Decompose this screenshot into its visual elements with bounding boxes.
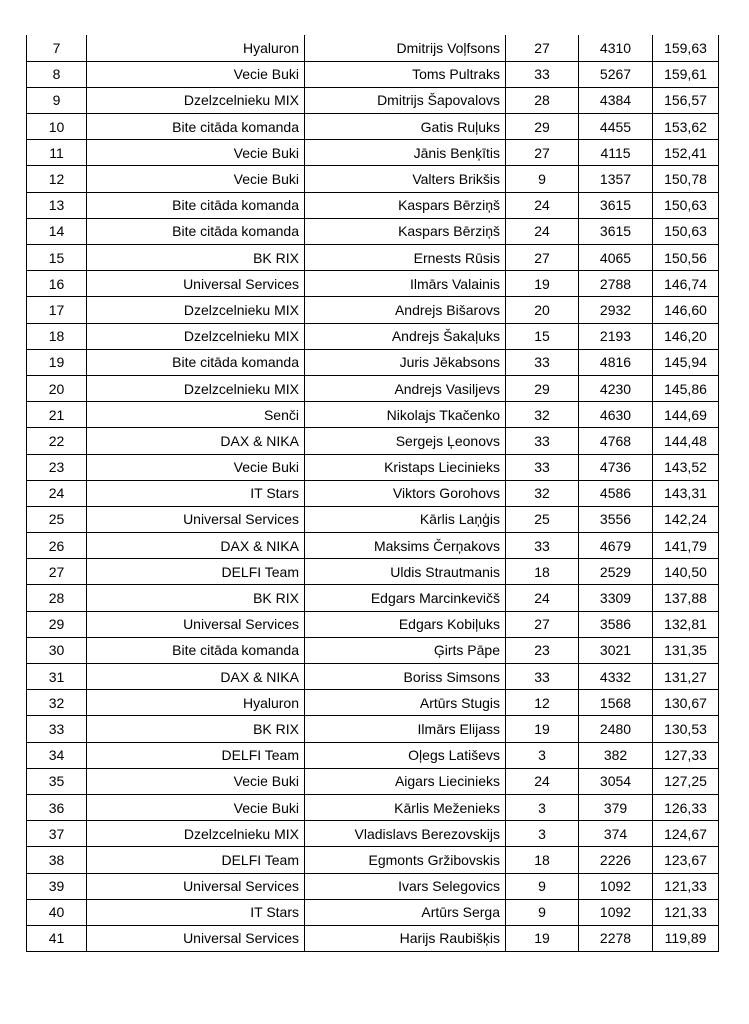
player-cell: Andrejs Šakaļuks bbox=[305, 323, 506, 349]
team-cell: DELFI Team bbox=[87, 742, 305, 768]
rank-cell: 10 bbox=[27, 114, 87, 140]
pins-cell: 2193 bbox=[579, 323, 653, 349]
team-cell: DELFI Team bbox=[87, 847, 305, 873]
average-cell: 144,48 bbox=[653, 428, 719, 454]
rank-cell: 31 bbox=[27, 664, 87, 690]
games-cell: 23 bbox=[506, 637, 579, 663]
table-row bbox=[27, 480, 719, 506]
table-row bbox=[27, 271, 719, 297]
average-cell: 156,57 bbox=[653, 87, 719, 113]
rank-cell: 16 bbox=[27, 271, 87, 297]
average-cell: 140,50 bbox=[653, 559, 719, 585]
team-cell: BK RIX bbox=[87, 245, 305, 271]
games-cell: 33 bbox=[506, 454, 579, 480]
average-cell: 137,88 bbox=[653, 585, 719, 611]
games-cell: 27 bbox=[506, 245, 579, 271]
table-row bbox=[27, 716, 719, 742]
table-row bbox=[27, 323, 719, 349]
player-cell: Edgars Marcinkevičš bbox=[305, 585, 506, 611]
rank-cell: 40 bbox=[27, 899, 87, 925]
pins-cell: 1092 bbox=[579, 873, 653, 899]
games-cell: 33 bbox=[506, 349, 579, 375]
team-cell: Dzelzcelnieku MIX bbox=[87, 297, 305, 323]
table-row bbox=[27, 899, 719, 925]
games-cell: 29 bbox=[506, 114, 579, 140]
team-cell: Vecie Buki bbox=[87, 140, 305, 166]
table-row bbox=[27, 742, 719, 768]
games-cell: 24 bbox=[506, 585, 579, 611]
games-cell: 32 bbox=[506, 480, 579, 506]
average-cell: 130,67 bbox=[653, 690, 719, 716]
games-cell: 19 bbox=[506, 925, 579, 951]
pins-cell: 4630 bbox=[579, 402, 653, 428]
table-row bbox=[27, 297, 719, 323]
table-row bbox=[27, 533, 719, 559]
player-cell: Andrejs Vasiljevs bbox=[305, 375, 506, 401]
pins-cell: 382 bbox=[579, 742, 653, 768]
table-row bbox=[27, 402, 719, 428]
team-cell: Vecie Buki bbox=[87, 166, 305, 192]
pins-cell: 3615 bbox=[579, 192, 653, 218]
pins-cell: 2529 bbox=[579, 559, 653, 585]
player-cell: Ivars Selegovics bbox=[305, 873, 506, 899]
games-cell: 27 bbox=[506, 611, 579, 637]
player-cell: Toms Pultraks bbox=[305, 61, 506, 87]
table-row bbox=[27, 559, 719, 585]
player-cell: Aigars Liecinieks bbox=[305, 768, 506, 794]
games-cell: 19 bbox=[506, 271, 579, 297]
player-cell: Kārlis Laņģis bbox=[305, 506, 506, 532]
standings-rows bbox=[27, 35, 719, 952]
games-cell: 24 bbox=[506, 768, 579, 794]
table-row bbox=[27, 611, 719, 637]
average-cell: 153,62 bbox=[653, 114, 719, 140]
player-cell: Juris Jēkabsons bbox=[305, 349, 506, 375]
player-cell: Ilmārs Valainis bbox=[305, 271, 506, 297]
player-cell: Jānis Benķītis bbox=[305, 140, 506, 166]
team-cell: Universal Services bbox=[87, 873, 305, 899]
pins-cell: 4310 bbox=[579, 35, 653, 61]
pins-cell: 4065 bbox=[579, 245, 653, 271]
average-cell: 150,56 bbox=[653, 245, 719, 271]
rank-cell: 34 bbox=[27, 742, 87, 768]
pins-cell: 3054 bbox=[579, 768, 653, 794]
games-cell: 24 bbox=[506, 192, 579, 218]
team-cell: Universal Services bbox=[87, 925, 305, 951]
games-cell: 9 bbox=[506, 166, 579, 192]
team-cell: Bite citāda komanda bbox=[87, 637, 305, 663]
player-cell: Sergejs Ļeonovs bbox=[305, 428, 506, 454]
pins-cell: 4736 bbox=[579, 454, 653, 480]
pins-cell: 379 bbox=[579, 794, 653, 820]
table-row bbox=[27, 114, 719, 140]
table-row bbox=[27, 140, 719, 166]
table-row bbox=[27, 873, 719, 899]
team-cell: DAX & NIKA bbox=[87, 533, 305, 559]
team-cell: Dzelzcelnieku MIX bbox=[87, 375, 305, 401]
rank-cell: 7 bbox=[27, 35, 87, 61]
pins-cell: 1568 bbox=[579, 690, 653, 716]
team-cell: Bite citāda komanda bbox=[87, 192, 305, 218]
rank-cell: 8 bbox=[27, 61, 87, 87]
pins-cell: 3615 bbox=[579, 218, 653, 244]
games-cell: 24 bbox=[506, 218, 579, 244]
average-cell: 143,31 bbox=[653, 480, 719, 506]
pins-cell: 2932 bbox=[579, 297, 653, 323]
pins-cell: 4768 bbox=[579, 428, 653, 454]
average-cell: 145,86 bbox=[653, 375, 719, 401]
player-cell: Boriss Simsons bbox=[305, 664, 506, 690]
table-row bbox=[27, 821, 719, 847]
table-row bbox=[27, 428, 719, 454]
player-cell: Maksims Čerņakovs bbox=[305, 533, 506, 559]
player-cell: Gatis Ruļuks bbox=[305, 114, 506, 140]
rank-cell: 26 bbox=[27, 533, 87, 559]
rank-cell: 17 bbox=[27, 297, 87, 323]
pins-cell: 3586 bbox=[579, 611, 653, 637]
games-cell: 9 bbox=[506, 873, 579, 899]
games-cell: 25 bbox=[506, 506, 579, 532]
average-cell: 143,52 bbox=[653, 454, 719, 480]
rank-cell: 20 bbox=[27, 375, 87, 401]
table-row bbox=[27, 506, 719, 532]
table-row bbox=[27, 664, 719, 690]
average-cell: 126,33 bbox=[653, 794, 719, 820]
table-row bbox=[27, 349, 719, 375]
pins-cell: 3309 bbox=[579, 585, 653, 611]
rank-cell: 18 bbox=[27, 323, 87, 349]
average-cell: 150,63 bbox=[653, 192, 719, 218]
team-cell: BK RIX bbox=[87, 585, 305, 611]
standings-sheet bbox=[26, 35, 718, 952]
table-row bbox=[27, 218, 719, 244]
rank-cell: 9 bbox=[27, 87, 87, 113]
pins-cell: 4455 bbox=[579, 114, 653, 140]
pins-cell: 4384 bbox=[579, 87, 653, 113]
team-cell: DAX & NIKA bbox=[87, 664, 305, 690]
average-cell: 146,60 bbox=[653, 297, 719, 323]
average-cell: 132,81 bbox=[653, 611, 719, 637]
player-cell: Harijs Raubišķis bbox=[305, 925, 506, 951]
rank-cell: 36 bbox=[27, 794, 87, 820]
average-cell: 141,79 bbox=[653, 533, 719, 559]
player-cell: Valters Brikšis bbox=[305, 166, 506, 192]
team-cell: Vecie Buki bbox=[87, 454, 305, 480]
table-row bbox=[27, 87, 719, 113]
average-cell: 131,27 bbox=[653, 664, 719, 690]
player-cell: Kristaps Liecinieks bbox=[305, 454, 506, 480]
table-row bbox=[27, 61, 719, 87]
games-cell: 29 bbox=[506, 375, 579, 401]
average-cell: 121,33 bbox=[653, 873, 719, 899]
table-row bbox=[27, 192, 719, 218]
player-cell: Oļegs Latiševs bbox=[305, 742, 506, 768]
table-row bbox=[27, 637, 719, 663]
rank-cell: 13 bbox=[27, 192, 87, 218]
player-cell: Vladislavs Berezovskijs bbox=[305, 821, 506, 847]
team-cell: Bite citāda komanda bbox=[87, 114, 305, 140]
player-cell: Egmonts Gržibovskis bbox=[305, 847, 506, 873]
average-cell: 127,25 bbox=[653, 768, 719, 794]
pins-cell: 4115 bbox=[579, 140, 653, 166]
games-cell: 3 bbox=[506, 794, 579, 820]
team-cell: Dzelzcelnieku MIX bbox=[87, 87, 305, 113]
pins-cell: 4816 bbox=[579, 349, 653, 375]
games-cell: 12 bbox=[506, 690, 579, 716]
team-cell: IT Stars bbox=[87, 480, 305, 506]
team-cell: IT Stars bbox=[87, 899, 305, 925]
table-row bbox=[27, 585, 719, 611]
team-cell: Universal Services bbox=[87, 611, 305, 637]
player-cell: Andrejs Bišarovs bbox=[305, 297, 506, 323]
average-cell: 152,41 bbox=[653, 140, 719, 166]
average-cell: 124,67 bbox=[653, 821, 719, 847]
player-cell: Ernests Rūsis bbox=[305, 245, 506, 271]
table-row bbox=[27, 768, 719, 794]
rank-cell: 28 bbox=[27, 585, 87, 611]
team-cell: Hyaluron bbox=[87, 690, 305, 716]
average-cell: 142,24 bbox=[653, 506, 719, 532]
pins-cell: 2278 bbox=[579, 925, 653, 951]
games-cell: 20 bbox=[506, 297, 579, 323]
player-cell: Dmitrijs Šapovalovs bbox=[305, 87, 506, 113]
team-cell: Universal Services bbox=[87, 271, 305, 297]
games-cell: 33 bbox=[506, 428, 579, 454]
player-cell: Dmitrijs Voļfsons bbox=[305, 35, 506, 61]
team-cell: Universal Services bbox=[87, 506, 305, 532]
rank-cell: 41 bbox=[27, 925, 87, 951]
table-row bbox=[27, 690, 719, 716]
table-row bbox=[27, 375, 719, 401]
player-cell: Uldis Strautmanis bbox=[305, 559, 506, 585]
average-cell: 146,20 bbox=[653, 323, 719, 349]
games-cell: 3 bbox=[506, 742, 579, 768]
games-cell: 19 bbox=[506, 716, 579, 742]
rank-cell: 14 bbox=[27, 218, 87, 244]
games-cell: 15 bbox=[506, 323, 579, 349]
table-row bbox=[27, 925, 719, 951]
table-row bbox=[27, 847, 719, 873]
rank-cell: 23 bbox=[27, 454, 87, 480]
team-cell: Dzelzcelnieku MIX bbox=[87, 323, 305, 349]
table-row bbox=[27, 794, 719, 820]
team-cell: Senči bbox=[87, 402, 305, 428]
average-cell: 150,63 bbox=[653, 218, 719, 244]
rank-cell: 30 bbox=[27, 637, 87, 663]
games-cell: 32 bbox=[506, 402, 579, 428]
player-cell: Viktors Gorohovs bbox=[305, 480, 506, 506]
player-cell: Nikolajs Tkačenko bbox=[305, 402, 506, 428]
pins-cell: 1092 bbox=[579, 899, 653, 925]
pins-cell: 4230 bbox=[579, 375, 653, 401]
average-cell: 131,35 bbox=[653, 637, 719, 663]
team-cell: DAX & NIKA bbox=[87, 428, 305, 454]
pins-cell: 2788 bbox=[579, 271, 653, 297]
rank-cell: 24 bbox=[27, 480, 87, 506]
team-cell: Vecie Buki bbox=[87, 61, 305, 87]
average-cell: 159,63 bbox=[653, 35, 719, 61]
pins-cell: 2226 bbox=[579, 847, 653, 873]
player-cell: Edgars Kobiļuks bbox=[305, 611, 506, 637]
team-cell: Bite citāda komanda bbox=[87, 218, 305, 244]
rank-cell: 32 bbox=[27, 690, 87, 716]
games-cell: 18 bbox=[506, 847, 579, 873]
pins-cell: 4679 bbox=[579, 533, 653, 559]
rank-cell: 37 bbox=[27, 821, 87, 847]
rank-cell: 12 bbox=[27, 166, 87, 192]
player-cell: Artūrs Serga bbox=[305, 899, 506, 925]
rank-cell: 19 bbox=[27, 349, 87, 375]
team-cell: Hyaluron bbox=[87, 35, 305, 61]
rank-cell: 39 bbox=[27, 873, 87, 899]
pins-cell: 374 bbox=[579, 821, 653, 847]
rank-cell: 38 bbox=[27, 847, 87, 873]
player-cell: Kārlis Meženieks bbox=[305, 794, 506, 820]
standings-table bbox=[26, 35, 719, 952]
games-cell: 18 bbox=[506, 559, 579, 585]
pins-cell: 4332 bbox=[579, 664, 653, 690]
player-cell: Kaspars Bērziņš bbox=[305, 192, 506, 218]
rank-cell: 22 bbox=[27, 428, 87, 454]
games-cell: 33 bbox=[506, 533, 579, 559]
table-row bbox=[27, 454, 719, 480]
games-cell: 27 bbox=[506, 35, 579, 61]
player-cell: Ilmārs Elijass bbox=[305, 716, 506, 742]
games-cell: 9 bbox=[506, 899, 579, 925]
player-cell: Artūrs Stugis bbox=[305, 690, 506, 716]
rank-cell: 25 bbox=[27, 506, 87, 532]
team-cell: Bite citāda komanda bbox=[87, 349, 305, 375]
team-cell: DELFI Team bbox=[87, 559, 305, 585]
average-cell: 144,69 bbox=[653, 402, 719, 428]
table-row bbox=[27, 245, 719, 271]
rank-cell: 21 bbox=[27, 402, 87, 428]
rank-cell: 35 bbox=[27, 768, 87, 794]
average-cell: 145,94 bbox=[653, 349, 719, 375]
games-cell: 27 bbox=[506, 140, 579, 166]
pins-cell: 5267 bbox=[579, 61, 653, 87]
player-cell: Ģirts Pāpe bbox=[305, 637, 506, 663]
rank-cell: 27 bbox=[27, 559, 87, 585]
average-cell: 121,33 bbox=[653, 899, 719, 925]
average-cell: 123,67 bbox=[653, 847, 719, 873]
average-cell: 146,74 bbox=[653, 271, 719, 297]
rank-cell: 33 bbox=[27, 716, 87, 742]
table-row bbox=[27, 166, 719, 192]
team-cell: Vecie Buki bbox=[87, 768, 305, 794]
table-row bbox=[27, 35, 719, 61]
games-cell: 33 bbox=[506, 61, 579, 87]
player-cell: Kaspars Bērziņš bbox=[305, 218, 506, 244]
games-cell: 3 bbox=[506, 821, 579, 847]
average-cell: 130,53 bbox=[653, 716, 719, 742]
pins-cell: 2480 bbox=[579, 716, 653, 742]
average-cell: 127,33 bbox=[653, 742, 719, 768]
team-cell: Vecie Buki bbox=[87, 794, 305, 820]
pins-cell: 4586 bbox=[579, 480, 653, 506]
rank-cell: 15 bbox=[27, 245, 87, 271]
team-cell: BK RIX bbox=[87, 716, 305, 742]
average-cell: 159,61 bbox=[653, 61, 719, 87]
pins-cell: 3021 bbox=[579, 637, 653, 663]
pins-cell: 3556 bbox=[579, 506, 653, 532]
average-cell: 119,89 bbox=[653, 925, 719, 951]
rank-cell: 29 bbox=[27, 611, 87, 637]
pins-cell: 1357 bbox=[579, 166, 653, 192]
average-cell: 150,78 bbox=[653, 166, 719, 192]
games-cell: 28 bbox=[506, 87, 579, 113]
rank-cell: 11 bbox=[27, 140, 87, 166]
games-cell: 33 bbox=[506, 664, 579, 690]
team-cell: Dzelzcelnieku MIX bbox=[87, 821, 305, 847]
